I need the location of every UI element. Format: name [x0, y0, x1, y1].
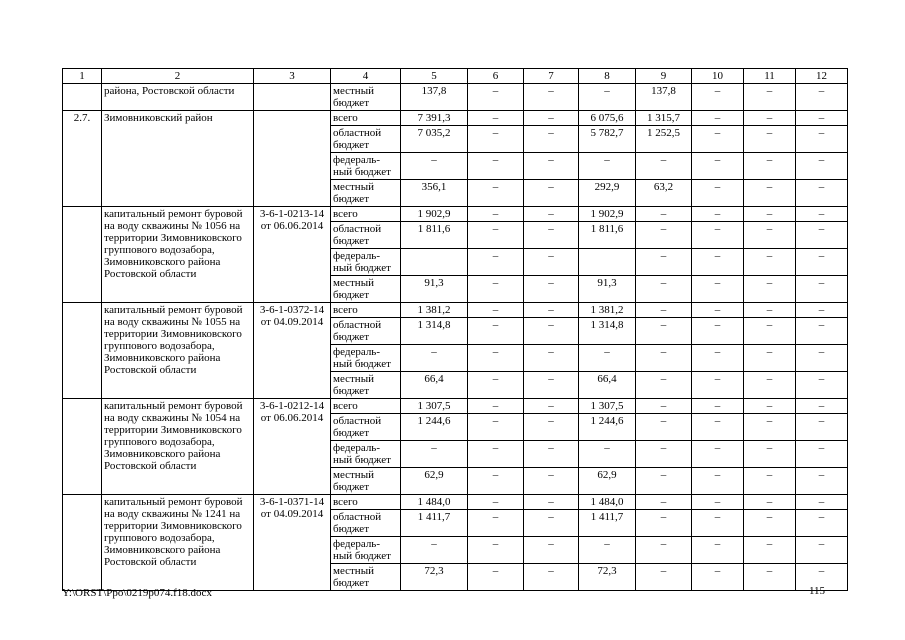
column-header: 7 — [524, 69, 579, 84]
value-cell: – — [796, 276, 848, 303]
value-cell: – — [744, 510, 796, 537]
value-cell: – — [692, 276, 744, 303]
table-header-row — [63, 69, 848, 84]
value-cell: – — [468, 372, 524, 399]
value-cell — [579, 249, 636, 276]
value-cell: – — [524, 153, 579, 180]
column-header: 12 — [796, 69, 848, 84]
value-cell: – — [636, 414, 692, 441]
value-cell: – — [524, 399, 579, 414]
value-cell: – — [744, 111, 796, 126]
budget-label-cell: всего — [331, 207, 401, 222]
value-cell: – — [401, 153, 468, 180]
value-cell: – — [468, 153, 524, 180]
value-cell: – — [796, 537, 848, 564]
value-cell: – — [796, 153, 848, 180]
budget-label-cell: федераль-ный бюджет — [331, 153, 401, 180]
value-cell: – — [796, 345, 848, 372]
value-cell: – — [524, 84, 579, 111]
value-cell: – — [636, 372, 692, 399]
value-cell: – — [744, 207, 796, 222]
value-cell: 91,3 — [401, 276, 468, 303]
value-cell: – — [524, 276, 579, 303]
value-cell: – — [468, 495, 524, 510]
value-cell: 1 314,8 — [401, 318, 468, 345]
table-row — [63, 495, 848, 510]
value-cell: – — [692, 441, 744, 468]
value-cell: 1 484,0 — [579, 495, 636, 510]
value-cell: – — [468, 414, 524, 441]
value-cell: – — [692, 222, 744, 249]
value-cell: – — [692, 303, 744, 318]
value-cell: – — [524, 126, 579, 153]
value-cell: 292,9 — [579, 180, 636, 207]
value-cell: 66,4 — [579, 372, 636, 399]
budget-label-cell: местный бюджет — [331, 84, 401, 111]
column-header: 2 — [102, 69, 254, 84]
value-cell: – — [468, 207, 524, 222]
section-number-cell: 2.7. — [63, 111, 102, 207]
value-cell: – — [524, 468, 579, 495]
value-cell: – — [796, 126, 848, 153]
doc-number-cell: 3-6-1-0371-14 от 04.09.2014 — [254, 495, 331, 591]
value-cell: – — [692, 495, 744, 510]
value-cell: – — [692, 372, 744, 399]
page-number: 115 — [808, 585, 826, 597]
budget-label-cell: местный бюджет — [331, 372, 401, 399]
value-cell: – — [692, 537, 744, 564]
value-cell: – — [692, 318, 744, 345]
value-cell: – — [636, 441, 692, 468]
value-cell: 1 411,7 — [401, 510, 468, 537]
budget-label-cell: областной бюджет — [331, 222, 401, 249]
value-cell: 72,3 — [579, 564, 636, 591]
value-cell: – — [744, 564, 796, 591]
value-cell: 62,9 — [579, 468, 636, 495]
budget-label-cell: областной бюджет — [331, 126, 401, 153]
value-cell: – — [468, 126, 524, 153]
value-cell: – — [744, 372, 796, 399]
value-cell: – — [579, 153, 636, 180]
value-cell: – — [744, 495, 796, 510]
budget-label-cell: местный бюджет — [331, 564, 401, 591]
project-name-cell: капитальный ремонт буровой на воду скважины № 1055 на территории Зимовниковского группового водозабора, Зимовниковского района Ростовской области — [102, 303, 254, 399]
doc-number-cell — [254, 84, 331, 111]
value-cell: – — [468, 468, 524, 495]
value-cell: – — [468, 222, 524, 249]
value-cell: – — [744, 345, 796, 372]
value-cell: 63,2 — [636, 180, 692, 207]
value-cell: – — [468, 111, 524, 126]
value-cell: – — [796, 207, 848, 222]
value-cell: – — [636, 468, 692, 495]
value-cell: – — [744, 468, 796, 495]
value-cell: – — [579, 84, 636, 111]
value-cell: – — [468, 537, 524, 564]
value-cell: 1 315,7 — [636, 111, 692, 126]
value-cell: 1 252,5 — [636, 126, 692, 153]
budget-label-cell: всего — [331, 303, 401, 318]
value-cell: – — [796, 441, 848, 468]
value-cell: 5 782,7 — [579, 126, 636, 153]
value-cell: – — [744, 84, 796, 111]
value-cell: – — [401, 537, 468, 564]
value-cell: – — [744, 180, 796, 207]
value-cell: – — [579, 537, 636, 564]
budget-label-cell: областной бюджет — [331, 318, 401, 345]
value-cell: 1 902,9 — [401, 207, 468, 222]
project-name-cell: Зимовниковский район — [102, 111, 254, 207]
value-cell: 1 307,5 — [401, 399, 468, 414]
budget-table — [62, 68, 848, 591]
value-cell: – — [524, 207, 579, 222]
value-cell: – — [744, 318, 796, 345]
value-cell: 7 035,2 — [401, 126, 468, 153]
value-cell: 1 244,6 — [401, 414, 468, 441]
value-cell: – — [524, 318, 579, 345]
value-cell: 1 307,5 — [579, 399, 636, 414]
budget-label-cell: федераль-ный бюджет — [331, 345, 401, 372]
value-cell — [401, 249, 468, 276]
doc-number-cell: 3-6-1-0372-14 от 04.09.2014 — [254, 303, 331, 399]
project-name-cell: капитальный ремонт буровой на воду скважины № 1056 на территории Зимовниковского группового водозабора, Зимовниковского района Ростовской области — [102, 207, 254, 303]
value-cell: 7 391,3 — [401, 111, 468, 126]
value-cell: – — [636, 564, 692, 591]
value-cell: 1 484,0 — [401, 495, 468, 510]
value-cell: – — [692, 84, 744, 111]
section-number-cell — [63, 303, 102, 399]
value-cell: – — [692, 345, 744, 372]
value-cell: – — [796, 180, 848, 207]
column-header: 3 — [254, 69, 331, 84]
value-cell: – — [524, 249, 579, 276]
value-cell: – — [524, 111, 579, 126]
value-cell: – — [796, 222, 848, 249]
value-cell: – — [796, 564, 848, 591]
budget-label-cell: местный бюджет — [331, 468, 401, 495]
value-cell: – — [524, 372, 579, 399]
section-number-cell — [63, 207, 102, 303]
value-cell: – — [796, 510, 848, 537]
value-cell: – — [524, 495, 579, 510]
value-cell: 1 314,8 — [579, 318, 636, 345]
value-cell: – — [744, 441, 796, 468]
value-cell: – — [796, 495, 848, 510]
value-cell: 91,3 — [579, 276, 636, 303]
value-cell: – — [636, 318, 692, 345]
value-cell: – — [524, 564, 579, 591]
doc-number-cell: 3-6-1-0213-14 от 06.06.2014 — [254, 207, 331, 303]
value-cell: – — [579, 345, 636, 372]
value-cell: – — [796, 303, 848, 318]
table-row — [63, 207, 848, 222]
value-cell: 1 811,6 — [401, 222, 468, 249]
value-cell: – — [636, 276, 692, 303]
value-cell: 72,3 — [401, 564, 468, 591]
value-cell: – — [744, 303, 796, 318]
column-header: 4 — [331, 69, 401, 84]
value-cell: – — [468, 318, 524, 345]
value-cell: – — [692, 126, 744, 153]
value-cell: 1 411,7 — [579, 510, 636, 537]
value-cell: 356,1 — [401, 180, 468, 207]
project-name-cell: капитальный ремонт буровой на воду скважины № 1241 на территории Зимовниковского группового водозабора, Зимовниковского района Ростовской области — [102, 495, 254, 591]
value-cell: – — [468, 345, 524, 372]
document-file-path: Y:\ORST\Ppo\0219p074.f18.docx — [62, 587, 212, 599]
value-cell: – — [468, 249, 524, 276]
value-cell: – — [579, 441, 636, 468]
value-cell: – — [468, 303, 524, 318]
value-cell: – — [692, 180, 744, 207]
value-cell: – — [636, 345, 692, 372]
table-row — [63, 303, 848, 318]
value-cell: 1 244,6 — [579, 414, 636, 441]
value-cell: – — [636, 153, 692, 180]
value-cell: – — [636, 495, 692, 510]
budget-label-cell: всего — [331, 399, 401, 414]
value-cell: – — [692, 510, 744, 537]
doc-number-cell: 3-6-1-0212-14 от 06.06.2014 — [254, 399, 331, 495]
budget-label-cell: федераль-ный бюджет — [331, 441, 401, 468]
value-cell: – — [524, 537, 579, 564]
value-cell: – — [692, 468, 744, 495]
value-cell: – — [524, 222, 579, 249]
value-cell: – — [524, 441, 579, 468]
value-cell: – — [468, 441, 524, 468]
value-cell: – — [524, 180, 579, 207]
budget-label-cell: федераль-ный бюджет — [331, 537, 401, 564]
value-cell: – — [636, 249, 692, 276]
value-cell: – — [744, 399, 796, 414]
value-cell: – — [524, 414, 579, 441]
value-cell: – — [744, 249, 796, 276]
value-cell: – — [524, 345, 579, 372]
value-cell: – — [524, 510, 579, 537]
value-cell: 6 075,6 — [579, 111, 636, 126]
value-cell: 1 381,2 — [401, 303, 468, 318]
value-cell: 1 811,6 — [579, 222, 636, 249]
value-cell: 1 381,2 — [579, 303, 636, 318]
value-cell: – — [692, 207, 744, 222]
value-cell: – — [796, 372, 848, 399]
value-cell: – — [796, 414, 848, 441]
budget-label-cell: всего — [331, 111, 401, 126]
budget-label-cell: областной бюджет — [331, 414, 401, 441]
value-cell: – — [692, 153, 744, 180]
budget-label-cell: областной бюджет — [331, 510, 401, 537]
value-cell: – — [468, 399, 524, 414]
budget-label-cell: федераль-ный бюджет — [331, 249, 401, 276]
value-cell: – — [796, 318, 848, 345]
value-cell: – — [468, 510, 524, 537]
value-cell: 137,8 — [401, 84, 468, 111]
value-cell: – — [468, 564, 524, 591]
value-cell: – — [796, 249, 848, 276]
value-cell: – — [692, 111, 744, 126]
column-header: 6 — [468, 69, 524, 84]
value-cell: – — [744, 126, 796, 153]
value-cell: – — [636, 399, 692, 414]
column-header: 10 — [692, 69, 744, 84]
doc-number-cell — [254, 111, 331, 207]
value-cell: – — [636, 537, 692, 564]
project-name-cell: капитальный ремонт буровой на воду скважины № 1054 на территории Зимовниковского группового водозабора, Зимовниковского района Ростовской области — [102, 399, 254, 495]
value-cell: – — [468, 84, 524, 111]
value-cell: – — [744, 222, 796, 249]
value-cell: – — [524, 303, 579, 318]
value-cell: – — [401, 441, 468, 468]
value-cell: 66,4 — [401, 372, 468, 399]
value-cell: – — [692, 399, 744, 414]
budget-label-cell: местный бюджет — [331, 180, 401, 207]
section-number-cell — [63, 399, 102, 495]
value-cell: – — [744, 276, 796, 303]
value-cell: – — [636, 303, 692, 318]
value-cell: – — [636, 510, 692, 537]
value-cell: 137,8 — [636, 84, 692, 111]
budget-label-cell: местный бюджет — [331, 276, 401, 303]
section-number-cell — [63, 495, 102, 591]
value-cell: 1 902,9 — [579, 207, 636, 222]
value-cell: – — [796, 399, 848, 414]
value-cell: – — [468, 276, 524, 303]
value-cell: – — [796, 111, 848, 126]
table-row — [63, 84, 848, 111]
project-name-cell: района, Ростовской области — [102, 84, 254, 111]
column-header: 9 — [636, 69, 692, 84]
value-cell: – — [692, 249, 744, 276]
value-cell: – — [796, 84, 848, 111]
value-cell: – — [744, 537, 796, 564]
column-header: 5 — [401, 69, 468, 84]
value-cell: 62,9 — [401, 468, 468, 495]
value-cell: – — [636, 222, 692, 249]
value-cell: – — [744, 153, 796, 180]
column-header: 1 — [63, 69, 102, 84]
table-row — [63, 399, 848, 414]
value-cell: – — [692, 414, 744, 441]
value-cell: – — [401, 345, 468, 372]
value-cell: – — [796, 468, 848, 495]
value-cell: – — [692, 564, 744, 591]
budget-label-cell: всего — [331, 495, 401, 510]
value-cell: – — [636, 207, 692, 222]
value-cell: – — [468, 180, 524, 207]
value-cell: – — [744, 414, 796, 441]
section-number-cell — [63, 84, 102, 111]
column-header: 11 — [744, 69, 796, 84]
table-row — [63, 111, 848, 126]
column-header: 8 — [579, 69, 636, 84]
